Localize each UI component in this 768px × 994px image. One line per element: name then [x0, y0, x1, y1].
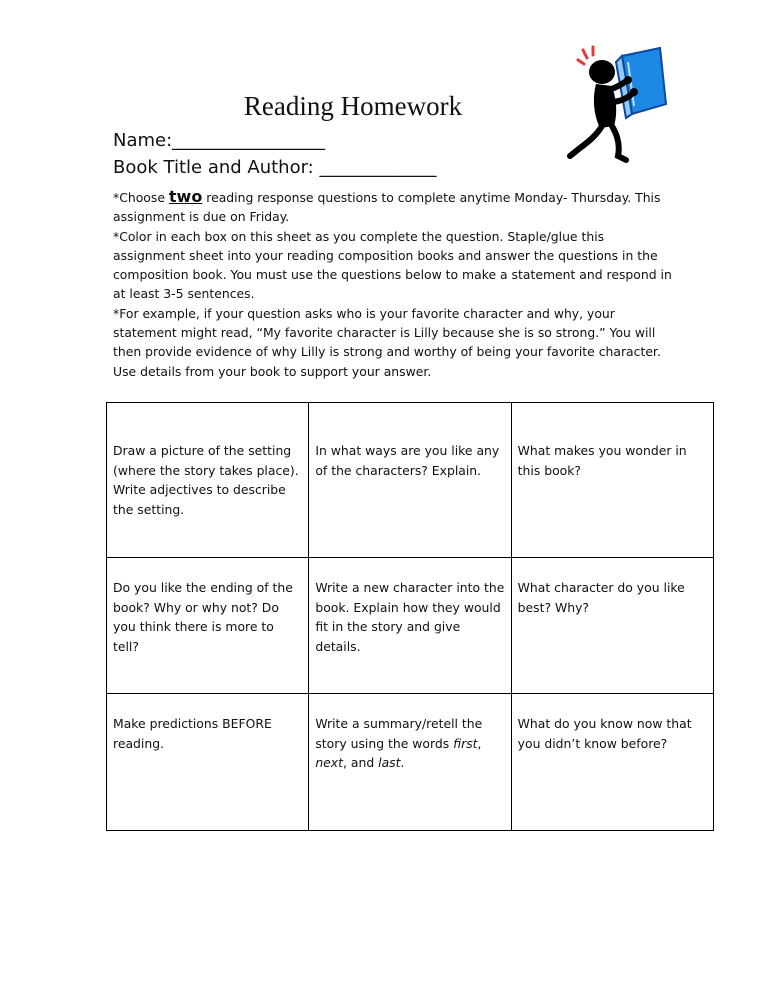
instruction-choose-rest: reading response questions to complete anytime Monday- Thursday. This assignment is due on Friday. [113, 190, 661, 225]
instructions [113, 188, 673, 381]
word-last: last [378, 755, 401, 770]
surprise-marks-icon [578, 47, 593, 64]
summary-end: . [400, 755, 405, 770]
book-title-author-blank: _____________ [319, 157, 437, 178]
summary-sep-1: , [477, 735, 482, 751]
instruction-example: *For example, if your question asks who is your favorite character and why, your statement might read, “My favorite character is Lilly because she is so strong.” You will then provide evidence of why Lilly is strong and worthy of being your favorite character. Use details from your book to support your answer. [113, 305, 661, 379]
question-box-ending[interactable]: Do you like the ending of the book? Why or why not? Do you think there is more to tell? [107, 558, 309, 694]
book-title-author-field[interactable] [113, 156, 437, 180]
question-box-favorite-character[interactable]: What character do you like best? Why? [511, 558, 713, 694]
question-box-new-character[interactable]: Write a new character into the book. Explain how they would fit in the story and give details. [309, 558, 511, 694]
grid-row [107, 694, 714, 831]
grid-row [107, 558, 714, 694]
grid-row [107, 403, 714, 558]
instruction-choose [113, 188, 673, 227]
instruction-choose-text: *Choose [113, 190, 169, 205]
question-box-summary[interactable] [309, 694, 511, 831]
summary-text: Write a summary/retell the story using the words [315, 716, 483, 751]
word-next: next [315, 755, 343, 770]
question-box-wonder[interactable]: What makes you wonder in this book? [511, 403, 713, 558]
question-grid [106, 402, 714, 831]
instruction-color: *Color in each box on this sheet as you complete the question. Staple/glue this assignment sheet into your reading composition books and answer the questions in the composition book. You must use the questions below to make a statement and respond in at least 3-5 sentences. [113, 228, 672, 302]
emphasis-two: two [168, 187, 203, 206]
name-field[interactable] [113, 129, 325, 153]
question-box-know-now[interactable]: What do you know now that you didn’t know before? [511, 694, 713, 831]
summary-sep-2: , and [343, 755, 379, 770]
word-first: first [453, 735, 478, 751]
question-box-predictions[interactable]: Make predictions BEFORE reading. [107, 694, 309, 831]
name-blank: _________________ [172, 130, 326, 151]
question-box-like-characters[interactable]: In what ways are you like any of the characters? Explain. [309, 403, 511, 558]
question-box-setting[interactable]: Draw a picture of the setting (where the story takes place). Write adjectives to describe the setting. [107, 403, 309, 558]
name-label: Name: [113, 130, 173, 151]
book-title-author-label: Book Title and Author: [113, 157, 314, 178]
page-title: Reading Homework [243, 91, 463, 121]
